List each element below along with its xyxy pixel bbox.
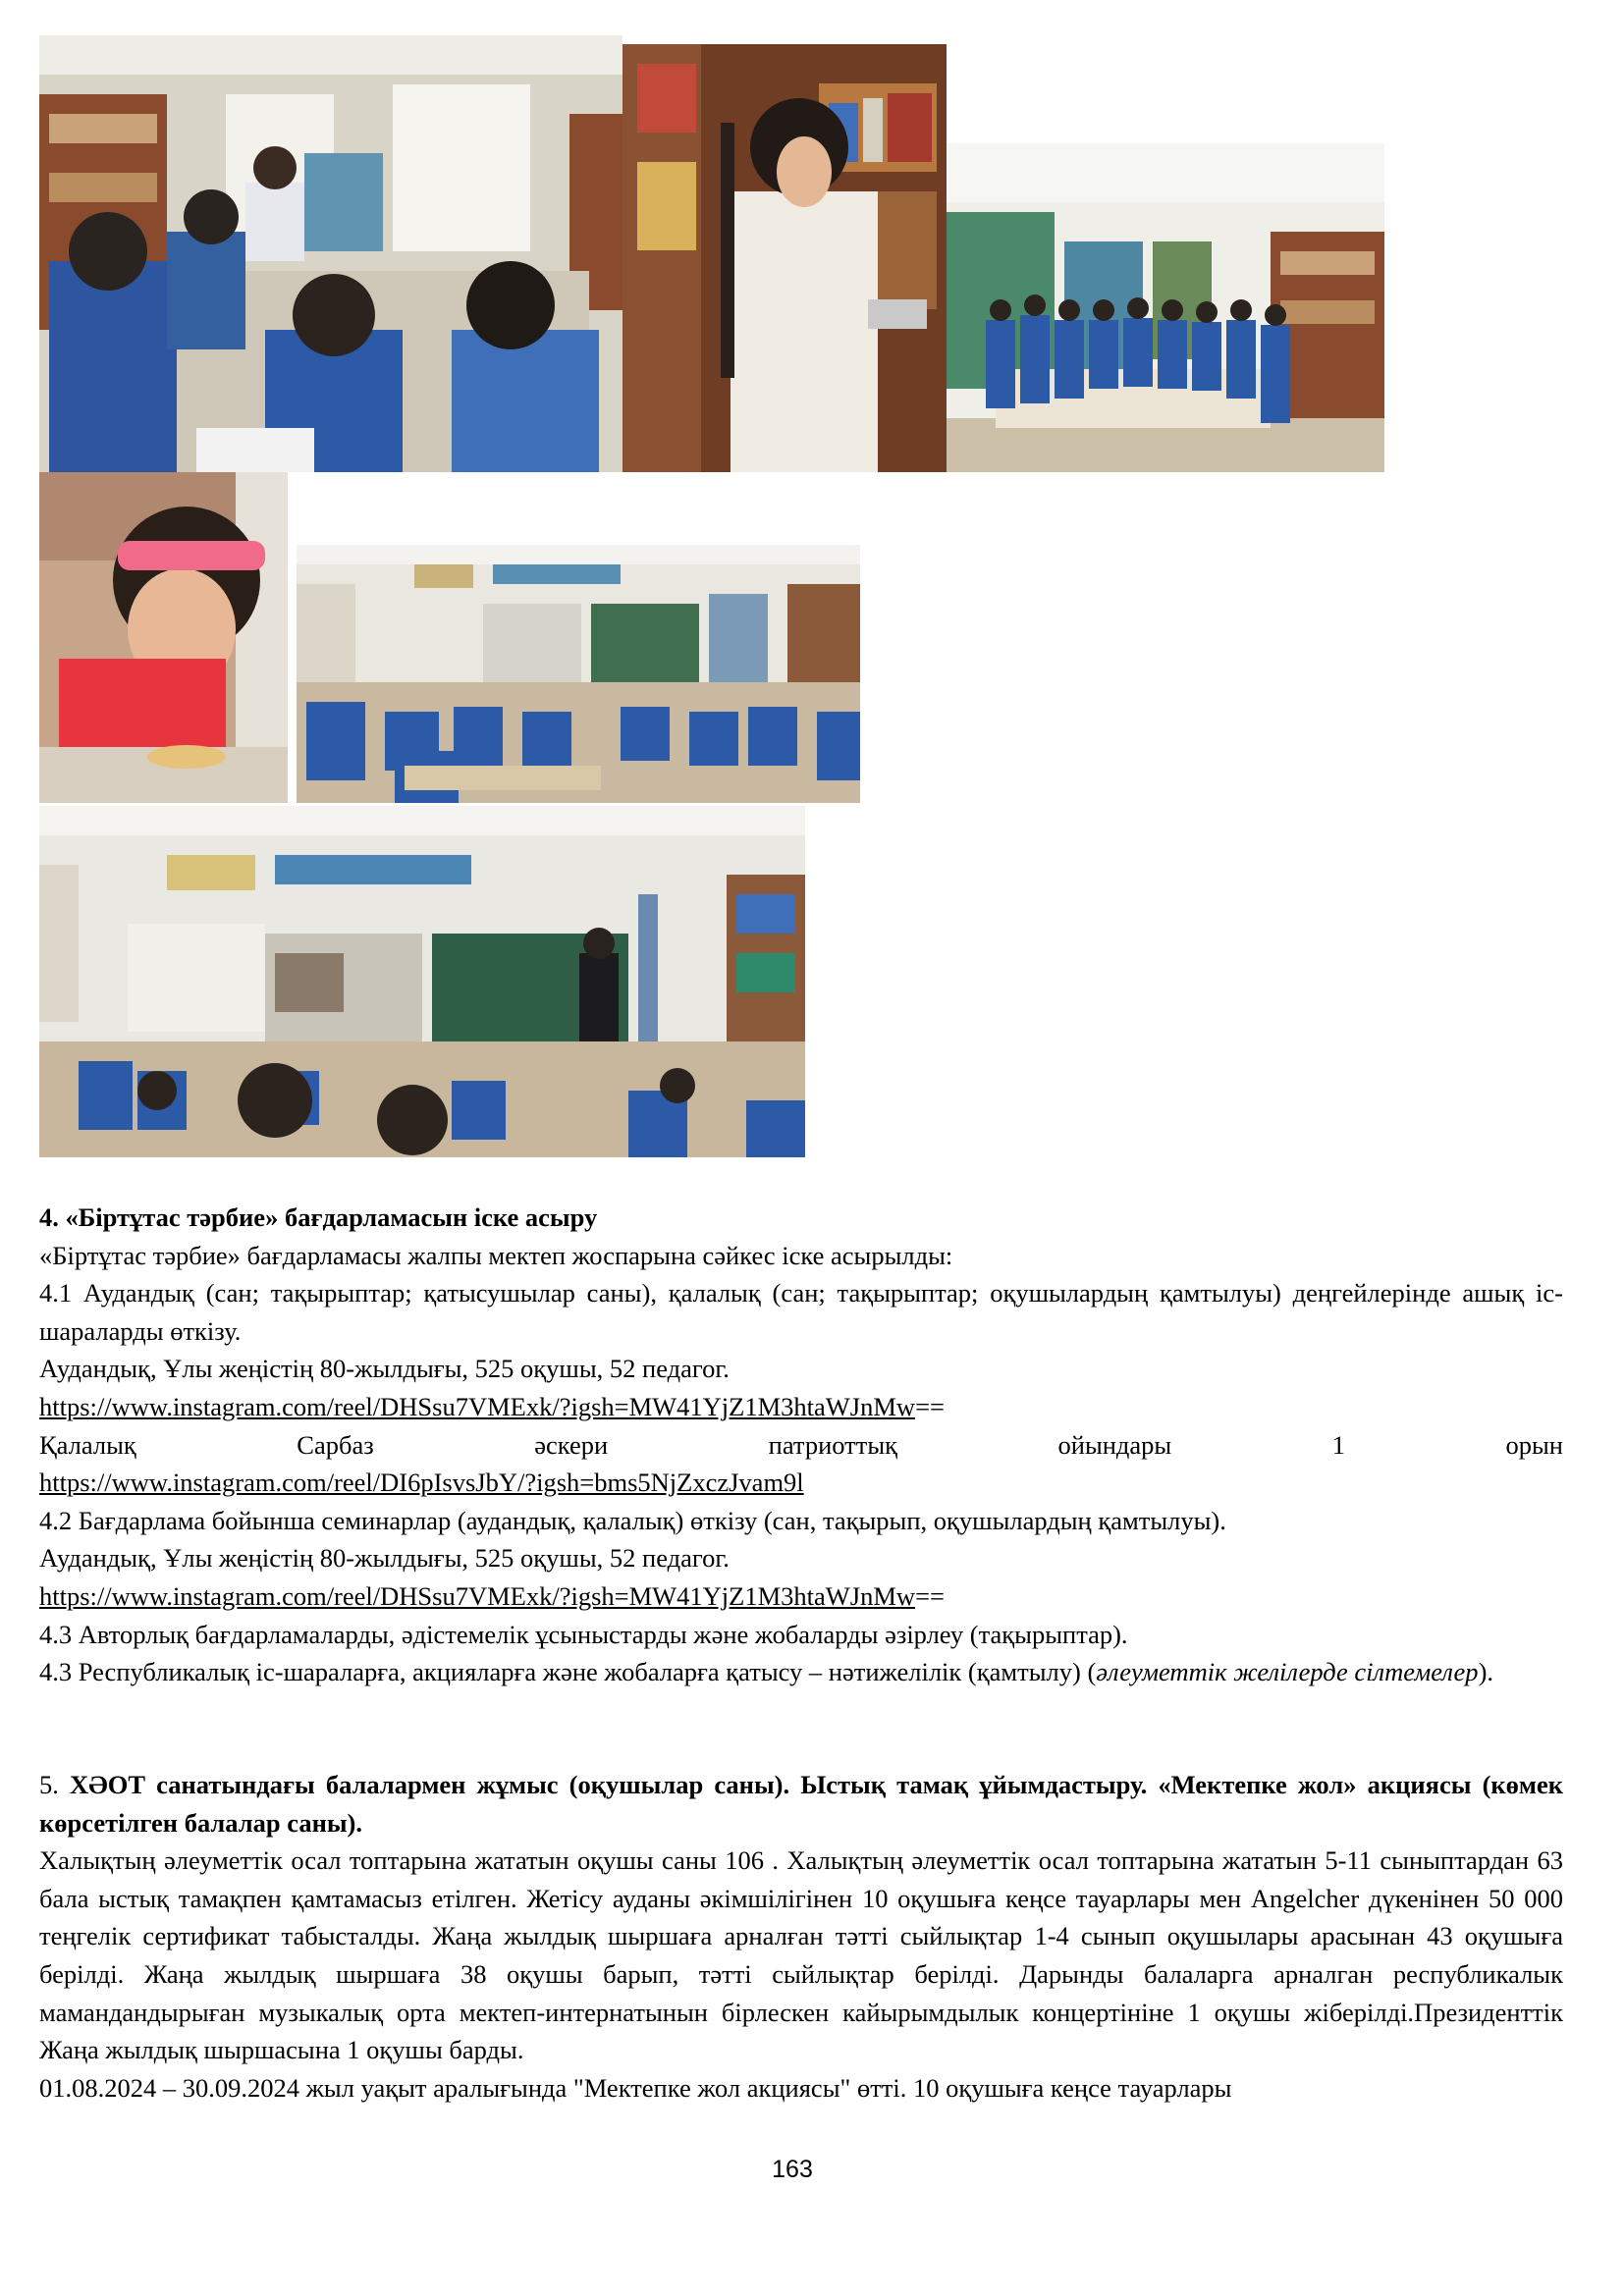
instagram-link-1[interactable]: https://www.instagram.com/reel/DHSsu7VMExk/?igsh=MW41YjZ1M3htaWJnMw <box>39 1391 916 1421</box>
item-4-2: 4.2 Бағдарлама бойынша семинарлар (аудандық, қалалық) өткізу (сан, тақырып, оқушылардың қамтылуы). <box>39 1505 1226 1535</box>
item-4-3b-main: 4.3 Республикалық іс-шараларға, акцияларға және жобаларға қатысу – нәтижелілік (қамтылу) ( <box>39 1657 1097 1687</box>
section-5-paragraph: Халықтың әлеуметтік осал топтарына жататын оқушы саны 106 . Халықтың әлеуметтік осал топтарына жататын 5-11 сыныптардан 63 бала ыстық тамақпен қамтамасыз етілген. Жетісу ауданы әкімшілігінен 10 оқушыға кеңсе тауарлары мен Angelcher дүкенінен 50 000 теңгелік сертификат табысталды. Жаңа жылдық шыршаға арналған тәтті сыйлықтар 1-4 сынып оқушылары арасынан 43 оқушыға берілді. Жаңа жылдық шыршаға 38 оқушы барып, тәтті сыйлықтар берілді. Дарынды балаларга арналган республикалык мамандандырыған музыкалық орта мектеп-интернатынын бірлескен кайырымдылык концертініне 1 оқушы жіберілді.Президенттік Жаңа жылдық шыршасына 1 оқушы барды. <box>39 1845 1563 2065</box>
classroom-1-image <box>297 545 860 803</box>
section-5-heading-num: 5. <box>39 1770 71 1799</box>
section-4-heading: 4. «Біртұтас тәрбие» бағдарламасын іске асыру <box>39 1202 598 1232</box>
city-event: Қалалық Сарбаз әскери патриоттық ойындары 1 орын <box>39 1429 1563 1460</box>
girl-crafting-image <box>39 472 288 803</box>
item-4-3b-italic: әлеуметтік желілерде сілтемелер <box>1096 1657 1479 1687</box>
district-event-1: Аудандық, Ұлы жеңістің 80-жылдығы, 525 оқушы, 52 педагог. <box>39 1354 730 1384</box>
photo-girl-crafting <box>39 472 288 803</box>
photo-classroom-2 <box>39 806 805 1157</box>
section-4 <box>39 1199 1563 1691</box>
photo-library-group <box>947 143 1384 472</box>
page-number: 163 <box>772 2156 813 2183</box>
library-class-image <box>39 35 623 472</box>
item-4-3a: 4.3 Авторлық бағдарламаларды, әдістемелік ұсыныстарды және жобаларды әзірлеу (тақырыптар). <box>39 1619 1128 1649</box>
section-5-heading-text: ХӘОТ санатындағы балалармен жұмыс (оқушылар саны). Ыстық тамақ ұйымдастыру. «Мектепке жол» акциясы (көмек көрсетілген балалар саны). <box>39 1770 1563 1838</box>
link-2-line <box>39 1464 1563 1502</box>
link-1-line <box>39 1388 1563 1426</box>
link-3-line <box>39 1577 1563 1616</box>
classroom-2-image <box>39 806 805 1157</box>
item-4-3b <box>39 1653 1563 1691</box>
section-5 <box>39 1766 1563 2107</box>
instagram-link-2[interactable]: https://www.instagram.com/reel/DI6pIsvsJbY/?igsh=bms5NjZxczJvam9l <box>39 1468 804 1498</box>
item-4-3b-end: ). <box>1478 1657 1494 1687</box>
girl-bookshelf-image <box>623 44 947 472</box>
library-group-image <box>947 143 1384 472</box>
link-1-suffix: == <box>915 1391 945 1421</box>
photo-classroom-1 <box>297 545 860 803</box>
photo-girl-bookshelf <box>623 44 947 472</box>
district-event-2: Аудандық, Ұлы жеңістің 80-жылдығы, 525 оқушы, 52 педагог. <box>39 1543 730 1574</box>
section-4-intro: «Біртұтас тәрбие» бағдарламасы жалпы мектеп жоспарына сәйкес іске асырылды: <box>39 1240 953 1270</box>
link-3-suffix: == <box>915 1580 945 1611</box>
item-4-1: 4.1 Аудандық (сан; тақырыптар; қатысушылар саны), қалалық (сан; тақырыптар; оқушылардың қамтылуы) деңгейлерінде ашық іс-шараларды өткізу. <box>39 1278 1563 1346</box>
section-5-last-line: 01.08.2024 – 30.09.2024 жыл уақыт аралығында "Мектепке жол акциясы" өтті. 10 оқушыға кеңсе тауарлары <box>39 2072 1232 2103</box>
photo-library-class <box>39 35 623 472</box>
section-5-heading <box>39 1766 1563 1842</box>
instagram-link-3[interactable]: https://www.instagram.com/reel/DHSsu7VMExk/?igsh=MW41YjZ1M3htaWJnMw <box>39 1580 916 1611</box>
